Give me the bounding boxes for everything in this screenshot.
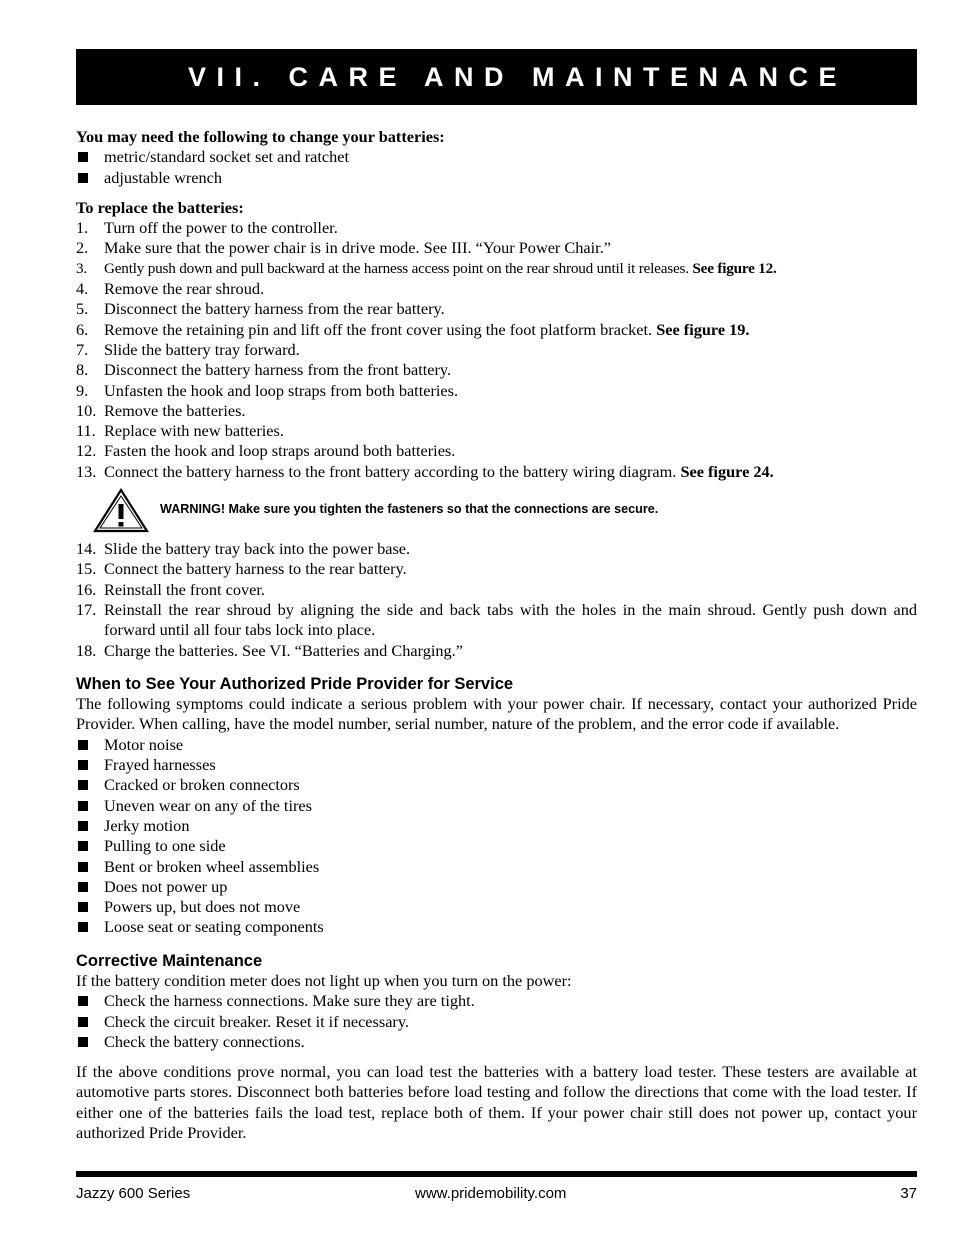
step-number: 16. [76,579,97,599]
figure-reference: See figure 12. [692,259,777,277]
step-number: 7. [76,339,89,359]
bullet-square-icon [78,801,88,811]
tools-list [76,147,917,188]
symptom-item-text: Pulling to one side [104,836,226,856]
symptom-item [76,836,917,856]
bullet-square-icon [78,902,88,912]
bullet-square-icon [78,740,88,750]
step-text: Disconnect the battery harness from the rear battery. [104,299,445,319]
step-text: Disconnect the battery harness from the front battery. [104,360,452,380]
corrective-heading: Corrective Maintenance [76,951,263,970]
step-item [76,299,917,319]
corrective-intro: If the battery condition meter does not light up when you turn on the power: [76,970,572,990]
symptom-item [76,755,917,775]
step-text: Slide the battery tray forward. [104,339,300,359]
step-number: 13. [76,461,97,481]
page-content [76,127,917,1143]
step-item [76,360,917,380]
symptom-item [76,857,917,877]
step-item [76,340,917,360]
bullet-square-icon [78,1017,88,1027]
step-text: Connect the battery harness to the rear battery. [104,559,407,579]
step-number: 9. [76,380,89,400]
tools-heading: You may need the following to change your batteries: [76,127,445,146]
step-text: Reinstall the rear shroud by aligning the side and back tabs with the holes in the main shroud. Gently push down and forward until all four tabs lock into place. [104,599,917,640]
corrective-closing: If the above conditions prove normal, you can load test the batteries with a battery load tester. These testers are available at automotive parts stores. Disconnect both batteries before load testing and follow the directions that come with the load tester. If either one of the batteries fails the load test, replace both of them. If your power chair still does not power up, contact your authorized Pride Provider. [76,1062,917,1143]
footer-rule [76,1171,917,1177]
step-text: Replace with new batteries. [104,421,284,441]
corrective-list [76,991,917,1052]
symptom-item-text: Jerky motion [104,815,190,835]
step-number: 10. [76,400,97,420]
step-number: 2. [76,238,89,258]
step-item [76,238,917,258]
step-number: 11. [76,421,96,441]
step-item [76,441,917,461]
step-item [76,600,917,641]
symptom-item [76,775,917,795]
step-text: Connect the battery harness to the front battery according to the battery wiring diagram. [104,461,681,481]
bullet-square-icon [78,862,88,872]
step-number: 3. [76,259,87,277]
step-item [76,279,917,299]
footer-url: www.pridemobility.com [415,1185,567,1202]
symptom-item-text: Loose seat or seating components [104,917,324,937]
bullet-square-icon [78,922,88,932]
bullet-square-icon [78,760,88,770]
step-text: Slide the battery tray back into the power base. [104,539,411,559]
step-number: 17. [76,599,97,619]
step-text: Remove the batteries. [104,400,246,420]
check-item-text: Check the battery connections. [104,1031,305,1051]
footer-product: Jazzy 600 Series [76,1185,191,1202]
step-item [76,421,917,441]
step-number: 5. [76,299,89,319]
service-intro: The following symptoms could indicate a serious problem with your power chair. If necessary, contact your authorized Pride Provider. When calling, have the model number, serial number, nature of the problem, and the error code if available. [76,694,917,734]
bullet-square-icon [78,1037,88,1047]
warning-block [76,482,917,539]
replace-steps-continued [76,539,917,661]
step-number: 8. [76,360,89,380]
step-number: 12. [76,441,97,461]
step-text: Fasten the hook and loop straps around both batteries. [104,441,456,461]
symptom-item [76,877,917,897]
check-item-text: Check the harness connections. Make sure they are tight. [104,991,475,1011]
step-item [76,462,917,482]
step-text: Charge the batteries. See VI. “Batteries and Charging.” [104,640,463,660]
bullet-square-icon [78,841,88,851]
tool-item [76,168,917,188]
symptom-item-text: Uneven wear on any of the tires [104,795,312,815]
step-text: Reinstall the front cover. [104,579,265,599]
warning-triangle-icon [92,487,150,534]
step-number: 15. [76,559,97,579]
step-number: 18. [76,640,97,660]
step-text: Make sure that the power chair is in drive mode. See III. “Your Power Chair.” [104,238,611,258]
step-item [76,401,917,421]
replace-steps-list [76,218,917,482]
step-number: 4. [76,279,89,299]
step-text: Remove the rear shroud. [104,279,265,299]
symptom-item-text: Cracked or broken connectors [104,775,300,795]
symptom-item-text: Powers up, but does not move [104,897,301,917]
symptom-item-text: Motor noise [104,734,184,754]
step-item [76,539,917,559]
step-text: Turn off the power to the controller. [104,218,338,238]
step-text: Unfasten the hook and loop straps from both batteries. [104,380,459,400]
step-item [76,381,917,401]
bullet-square-icon [78,996,88,1006]
symptom-list [76,735,917,938]
figure-reference: See figure 19. [656,319,750,339]
symptom-item-text: Bent or broken wheel assemblies [104,856,320,876]
section-banner [76,49,917,105]
tool-item [76,147,917,167]
symptom-item [76,796,917,816]
section-title: VII. CARE AND MAINTENANCE [188,61,848,92]
bullet-square-icon [78,821,88,831]
warning-text: WARNING! Make sure you tighten the fasteners so that the connections are secure. [160,502,659,517]
tool-item-text: metric/standard socket set and ratchet [104,147,350,167]
bullet-square-icon [78,780,88,790]
step-item [76,320,917,340]
step-number: 6. [76,319,89,339]
check-item-text: Check the circuit breaker. Reset it if necessary. [104,1011,409,1031]
service-heading: When to See Your Authorized Pride Provider for Service [76,674,514,693]
replace-heading: To replace the batteries: [76,197,244,217]
symptom-item [76,917,917,937]
step-item [76,259,917,279]
step-text: Remove the retaining pin and lift off the front cover using the foot platform bracket. [104,319,657,339]
symptom-item-text: Frayed harnesses [104,755,216,775]
symptom-item-text: Does not power up [104,876,228,896]
check-item [76,1012,917,1032]
check-item [76,1032,917,1052]
step-item [76,641,917,661]
bullet-square-icon [78,152,88,162]
step-item [76,580,917,600]
tool-item-text: adjustable wrench [104,167,222,187]
bullet-square-icon [78,882,88,892]
step-item [76,218,917,238]
check-item [76,991,917,1011]
page-number: 37 [900,1185,917,1202]
figure-reference: See figure 24. [680,461,774,481]
symptom-item [76,897,917,917]
symptom-item [76,816,917,836]
step-item [76,559,917,579]
step-number: 1. [76,218,89,238]
bullet-square-icon [78,173,88,183]
step-number: 14. [76,539,97,559]
step-text: Gently push down and pull backward at the harness access point on the rear shroud until it releases. [104,259,693,277]
symptom-item [76,735,917,755]
